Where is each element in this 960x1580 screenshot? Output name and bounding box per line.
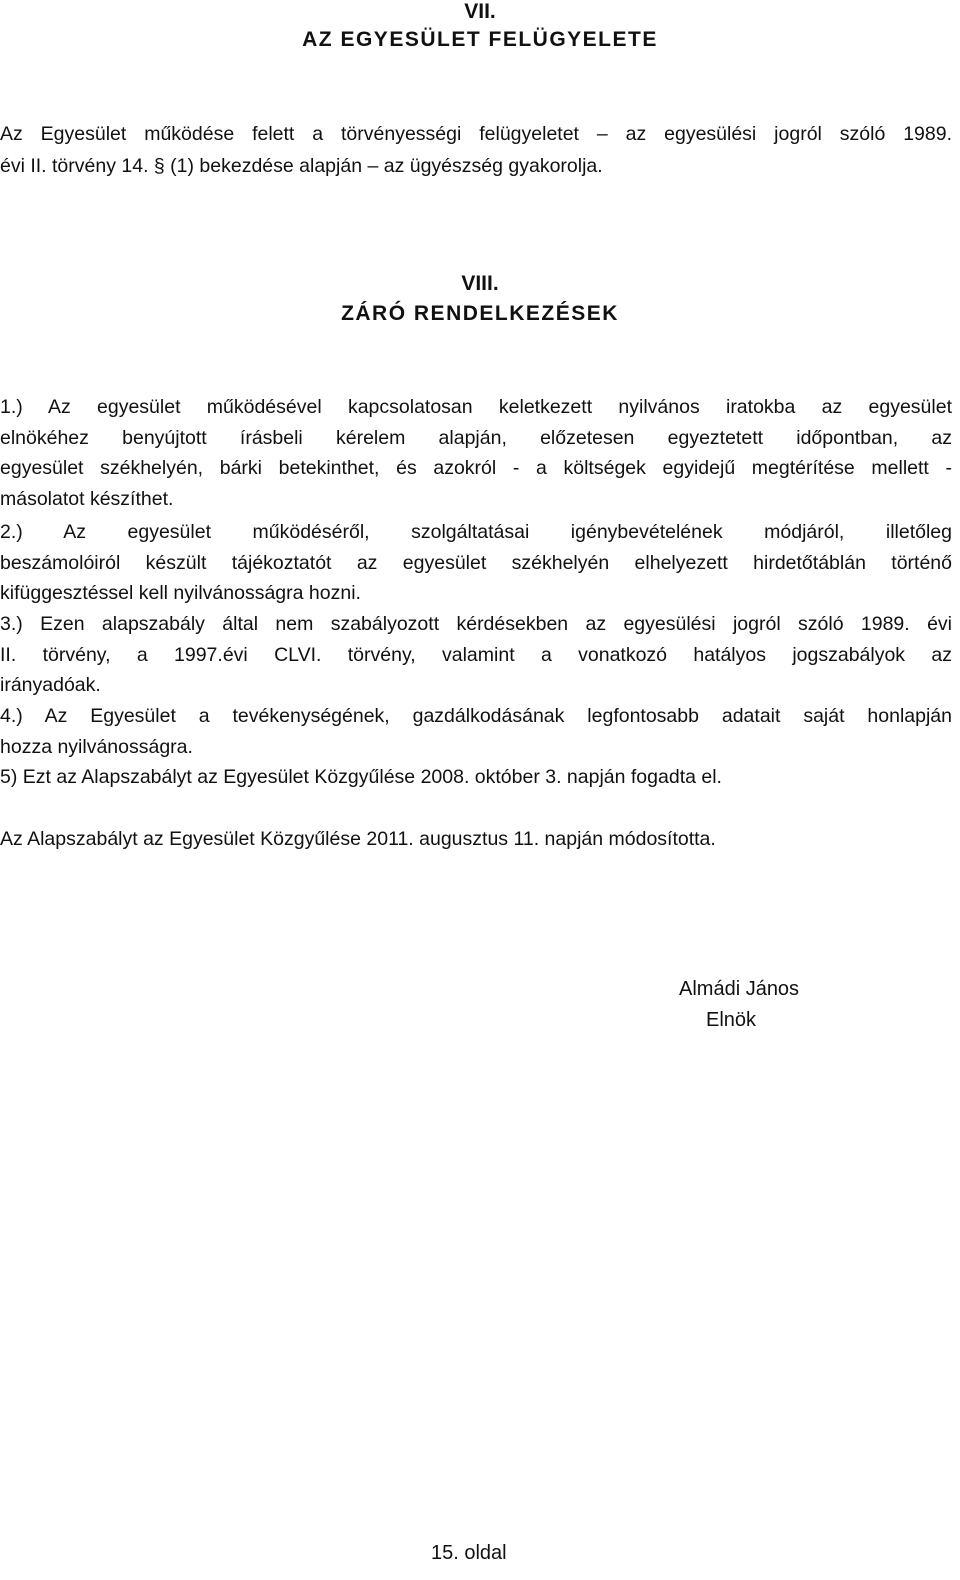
section-8-number: VIII. (461, 272, 499, 295)
item-line: elnökéhez benyújtott írásbeli kérelem alapján, előzetesen egyeztetett időpontban, az (0, 426, 952, 449)
amendment-note (0, 824, 952, 855)
item-line: beszámolóiról készült tájékoztatót az egyesület székhelyén elhelyezett hirdetőtáblán történő (0, 551, 952, 574)
section-7-paragraph (0, 118, 952, 182)
item-line: kifüggesztéssel kell nyilvánosságra hozni. (0, 582, 361, 604)
section-7-title: AZ EGYESÜLET FELÜGYELETE (302, 28, 658, 51)
item-line: II. törvény, a 1997.évi CLVI. törvény, valamint a vonatkozó hatályos jogszabályok az (0, 643, 952, 666)
signature-role: Elnök (706, 1009, 757, 1031)
item-line: 5) Ezt az Alapszabályt az Egyesület Közgyűlése 2008. október 3. napján fogadta el. (0, 766, 722, 788)
item-line: hozza nyilvánosságra. (0, 735, 193, 758)
item-line: 2.) Az egyesület működéséről, szolgáltatásai igénybevételének módjáról, illetőleg (0, 521, 952, 543)
signature-name: Almádi János (679, 978, 800, 1000)
paragraph-line: Az Egyesület működése felett a törvényességi felügyeletet – az egyesülési jogról szóló 1989. (0, 123, 952, 145)
section-8-title: ZÁRÓ RENDELKEZÉSEK (341, 302, 619, 325)
item-3 (0, 609, 952, 701)
item-line: irányadóak. (0, 674, 101, 696)
amendment-line: Az Alapszabályt az Egyesület Közgyűlése 2011. augusztus 11. napján módosította. (0, 828, 716, 850)
paragraph-line: évi II. törvény 14. § (1) bekezdése alapján – az ügyészség gyakorolja. (0, 155, 603, 177)
item-line: 4.) Az Egyesület a tevékenységének, gazdálkodásának legfontosabb adatait saját honlapján (0, 705, 952, 727)
item-line: másolatot készíthet. (0, 487, 174, 510)
item-line: 3.) Ezen alapszabály által nem szabályozott kérdésekben az egyesülési jogról szóló 1989. évi (0, 613, 952, 635)
item-4 (0, 701, 952, 762)
item-1 (0, 392, 952, 514)
item-2 (0, 517, 952, 609)
item-line: 1.) Az egyesület működésével kapcsolatosan keletkezett nyilvános iratokba az egyesület (0, 396, 952, 418)
section-7-number: VII. (464, 0, 496, 23)
page-number: 15. oldal (431, 1542, 507, 1564)
item-5 (0, 762, 952, 793)
item-line: egyesület székhelyén, bárki betekinthet, és azokról - a költségek egyidejű megtérítése mellett - (0, 457, 952, 479)
